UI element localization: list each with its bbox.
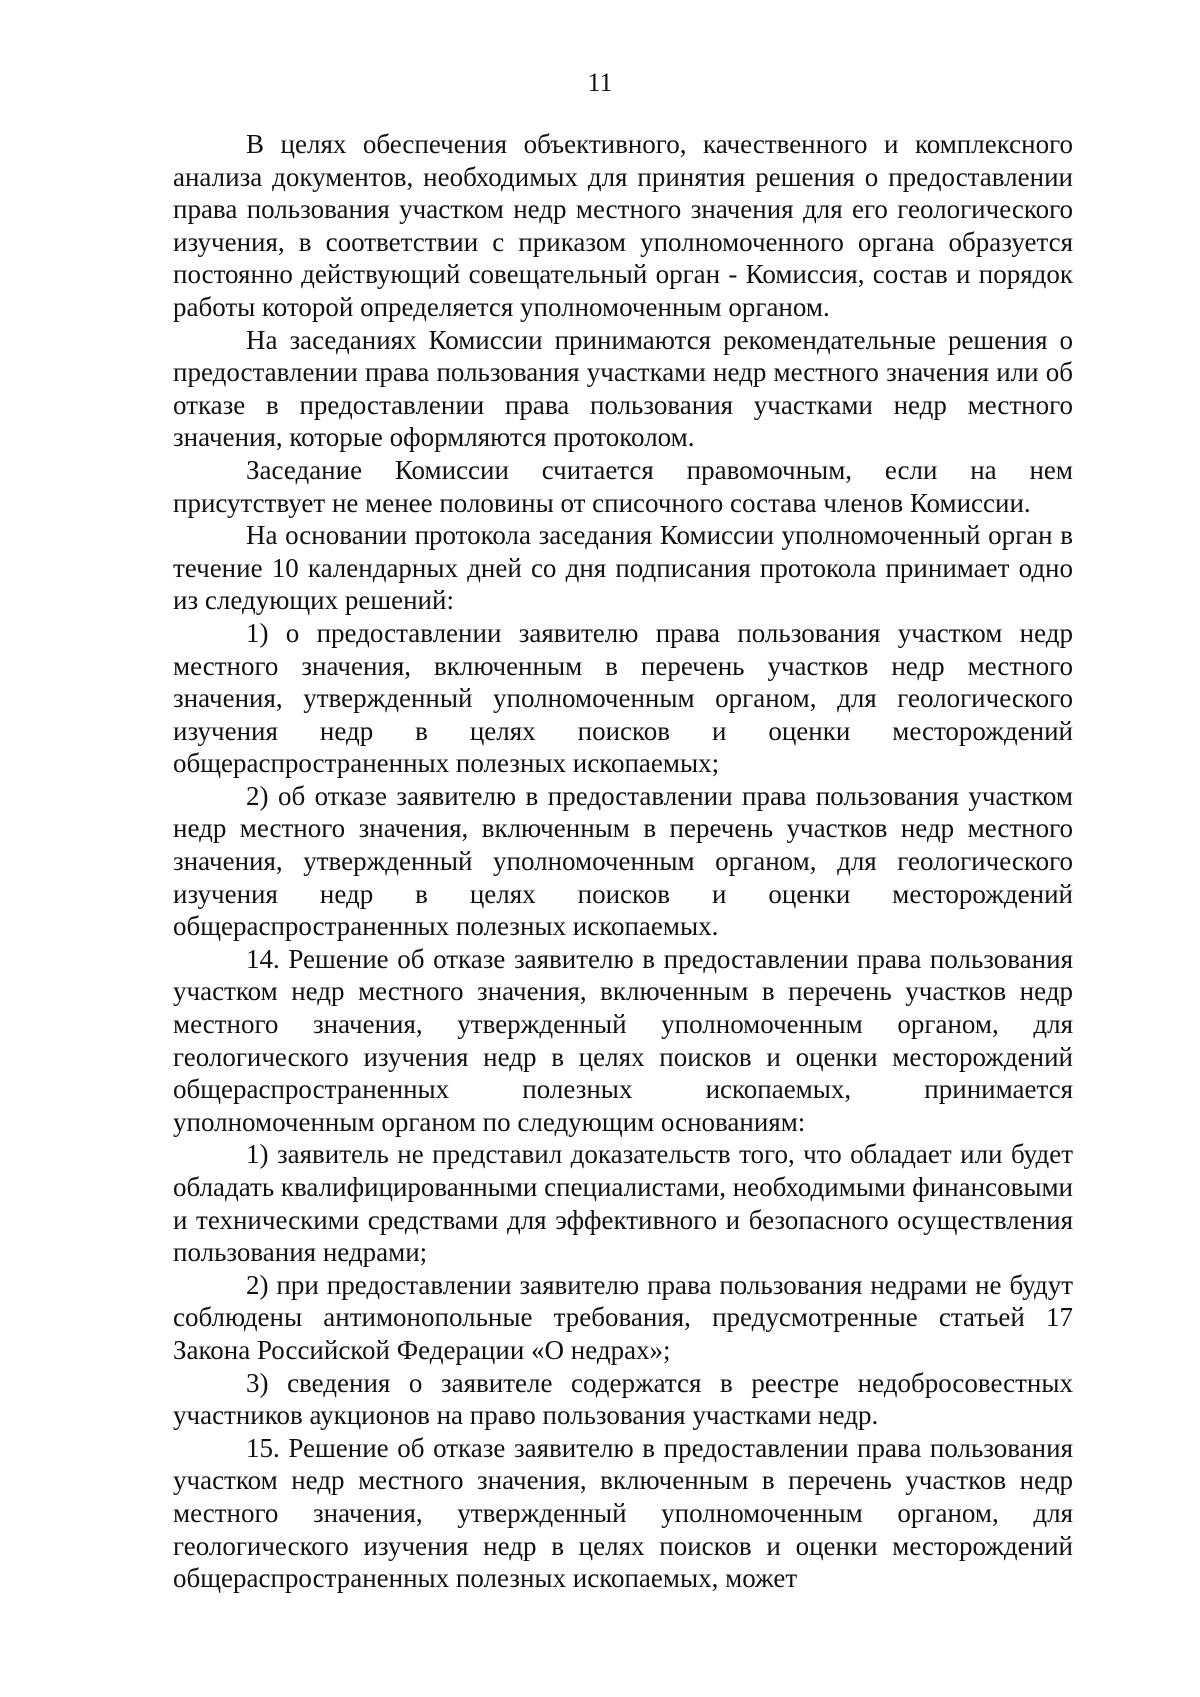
paragraph-item-15: 15. Решение об отказе заявителю в предоставлении права пользования участком недр местного значения, включенным в перечень участков недр местного значения, утвержденный уполномоченным органом, для геологического изучения недр в целях поисков и оценки месторождений общераспространенных полезных ископаемых, может	[173, 1432, 1073, 1594]
paragraph-decision-grant: 1) о предоставлении заявителю права пользования участком недр местного значения, включенным в перечень участков недр местного значения, утвержденный уполномоченным органом, для геологического изучения недр в целях поисков и оценки месторождений общераспространенных полезных ископаемых;	[173, 617, 1073, 779]
paragraph-ground-2: 2) при предоставлении заявителю права пользования недрами не будут соблюдены антимонопольные требования, предусмотренные статьей 17 Закона Российской Федерации «О недрах»;	[173, 1269, 1073, 1365]
page-number: 11	[587, 68, 613, 97]
paragraph-ground-3: 3) сведения о заявителе содержатся в реестре недобросовестных участников аукционов на право пользования участками недр.	[173, 1367, 1073, 1431]
paragraph-commission-purpose: В целях обеспечения объективного, качественного и комплексного анализа документов, необходимых для принятия решения о предоставлении права пользования участком недр местного значения для его геологического изучения, в соответствии с приказом уполномоченного органа образуется постоянно действующий совещательный орган - Комиссия, состав и порядок работы которой определяется уполномоченным органом.	[173, 129, 1073, 322]
paragraph-decision-refuse: 2) об отказе заявителю в предоставлении права пользования участком недр местного значения, включенным в перечень участков недр местного значения, утвержденный уполномоченным органом, для геологического изучения недр в целях поисков и оценки месторождений общераспространенных полезных ископаемых.	[173, 780, 1073, 942]
paragraph-commission-meetings: На заседаниях Комиссии принимаются рекомендательные решения о предоставлении права пользования участками недр местного значения или об отказе в предоставлении права пользования участками недр местного значения, которые оформляются протоколом.	[173, 324, 1073, 453]
paragraph-decision-basis: На основании протокола заседания Комиссии уполномоченный орган в течение 10 календарных дней со дня подписания протокола принимает одно из следующих решений:	[173, 520, 1073, 616]
paragraph-ground-1: 1) заявитель не представил доказательств того, что обладает или будет обладать квалифицированными специалистами, необходимыми финансовыми и техническими средствами для эффективного и безопасного осуществления пользования недрами;	[173, 1139, 1073, 1268]
document-body	[173, 128, 1073, 1595]
paragraph-item-14: 14. Решение об отказе заявителю в предоставлении права пользования участком недр местного значения, включенным в перечень участков недр местного значения, утвержденный уполномоченным органом, для геологического изучения недр в целях поисков и оценки месторождений общераспространенных полезных ископаемых, принимается уполномоченным органом по следующим основаниям:	[173, 943, 1073, 1137]
paragraph-quorum: Заседание Комиссии считается правомочным, если на нем присутствует не менее половины от списочного состава членов Комиссии.	[173, 454, 1073, 518]
